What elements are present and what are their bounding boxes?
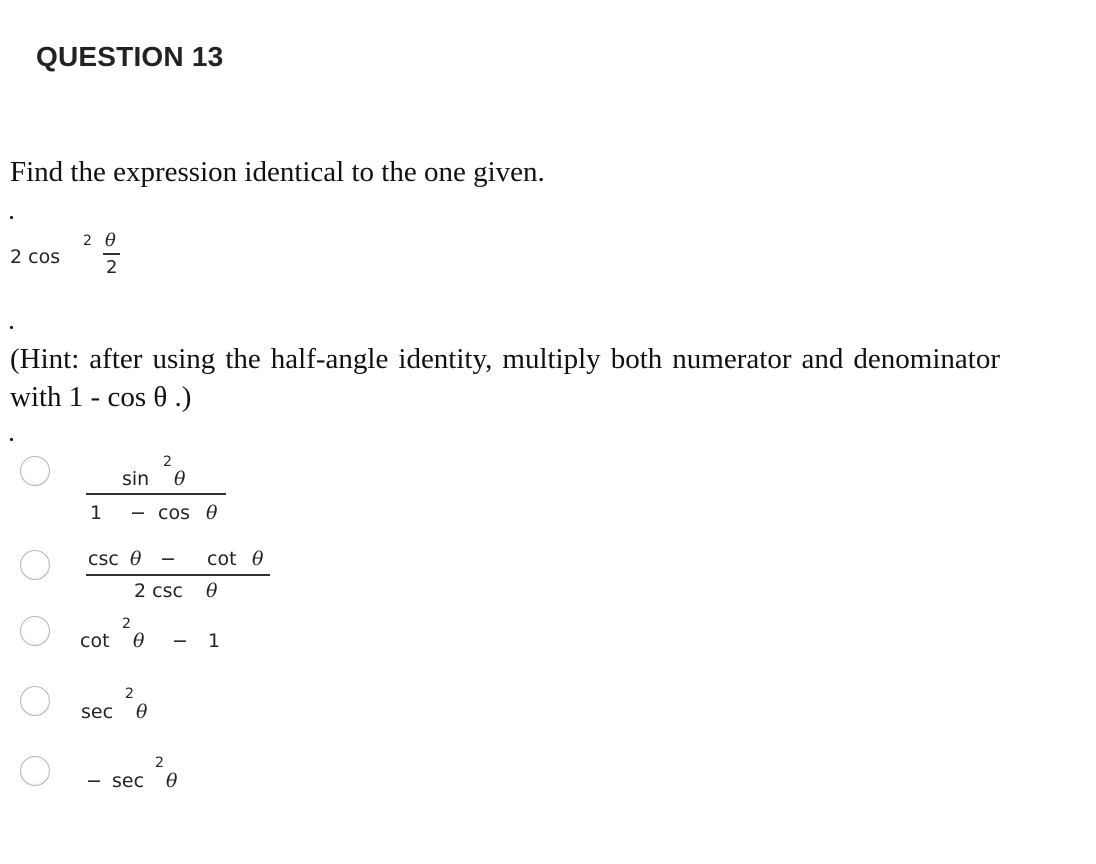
option-3-minus: − (172, 630, 188, 652)
radio-button[interactable] (20, 456, 50, 486)
given-coef: 2 cos (10, 246, 61, 268)
answer-option-1[interactable] (20, 452, 280, 532)
hint-text: (Hint: after using the half-angle identity, multiply both numerator and denominator with 1 - cos θ .) (10, 343, 1000, 413)
option-1-den-var: θ (206, 502, 218, 524)
option-1-den-one: 1 (90, 502, 103, 524)
radio-button[interactable] (20, 756, 50, 786)
option-2-num-b-var: θ (252, 548, 264, 570)
option-2-num-a: csc (88, 548, 119, 570)
option-2-den-coef: 2 csc (134, 580, 183, 602)
radio-button[interactable] (20, 550, 50, 580)
option-5-exp: 2 (155, 755, 164, 771)
option-2-num-a-var: θ (130, 548, 142, 570)
answer-option-3[interactable] (20, 612, 280, 662)
option-1-num-var: θ (174, 468, 186, 490)
option-4-fn: sec (81, 701, 114, 723)
radio-button[interactable] (20, 686, 50, 716)
option-5-fn: sec (112, 770, 145, 792)
option-3-one: 1 (208, 630, 221, 652)
answer-option-4[interactable] (20, 682, 220, 732)
option-1-num-exp: 2 (163, 454, 172, 470)
given-fraction-bar (103, 253, 120, 255)
option-5-var: θ (166, 770, 178, 792)
given-denominator: 2 (106, 257, 118, 278)
separator-dot (10, 326, 13, 329)
given-numerator: θ (105, 230, 116, 251)
option-1-fraction-bar (86, 493, 226, 495)
option-3-var: θ (133, 630, 145, 652)
option-1-den-minus: − (130, 502, 146, 524)
option-2-num-minus: − (160, 548, 176, 570)
question-title: QUESTION 13 (36, 41, 224, 72)
option-3-fn: cot (80, 630, 110, 652)
separator-dot (10, 438, 13, 441)
option-4-exp: 2 (125, 686, 134, 702)
option-1-den-fn: cos (158, 502, 190, 524)
answer-option-2[interactable] (20, 544, 280, 608)
separator-dot (10, 216, 13, 219)
given-expression (10, 228, 130, 298)
question-prompt: Find the expression identical to the one given. (10, 156, 545, 188)
option-2-num-b: cot (207, 548, 237, 570)
option-3-exp: 2 (122, 616, 131, 632)
option-2-den-var: θ (206, 580, 218, 602)
radio-button[interactable] (20, 616, 50, 646)
option-4-var: θ (136, 701, 148, 723)
option-5-neg: − (86, 770, 102, 792)
given-exponent: 2 (83, 233, 92, 249)
option-2-fraction-bar (86, 574, 270, 576)
option-1-num-fn: sin (122, 468, 150, 490)
answer-option-5[interactable] (20, 752, 220, 802)
